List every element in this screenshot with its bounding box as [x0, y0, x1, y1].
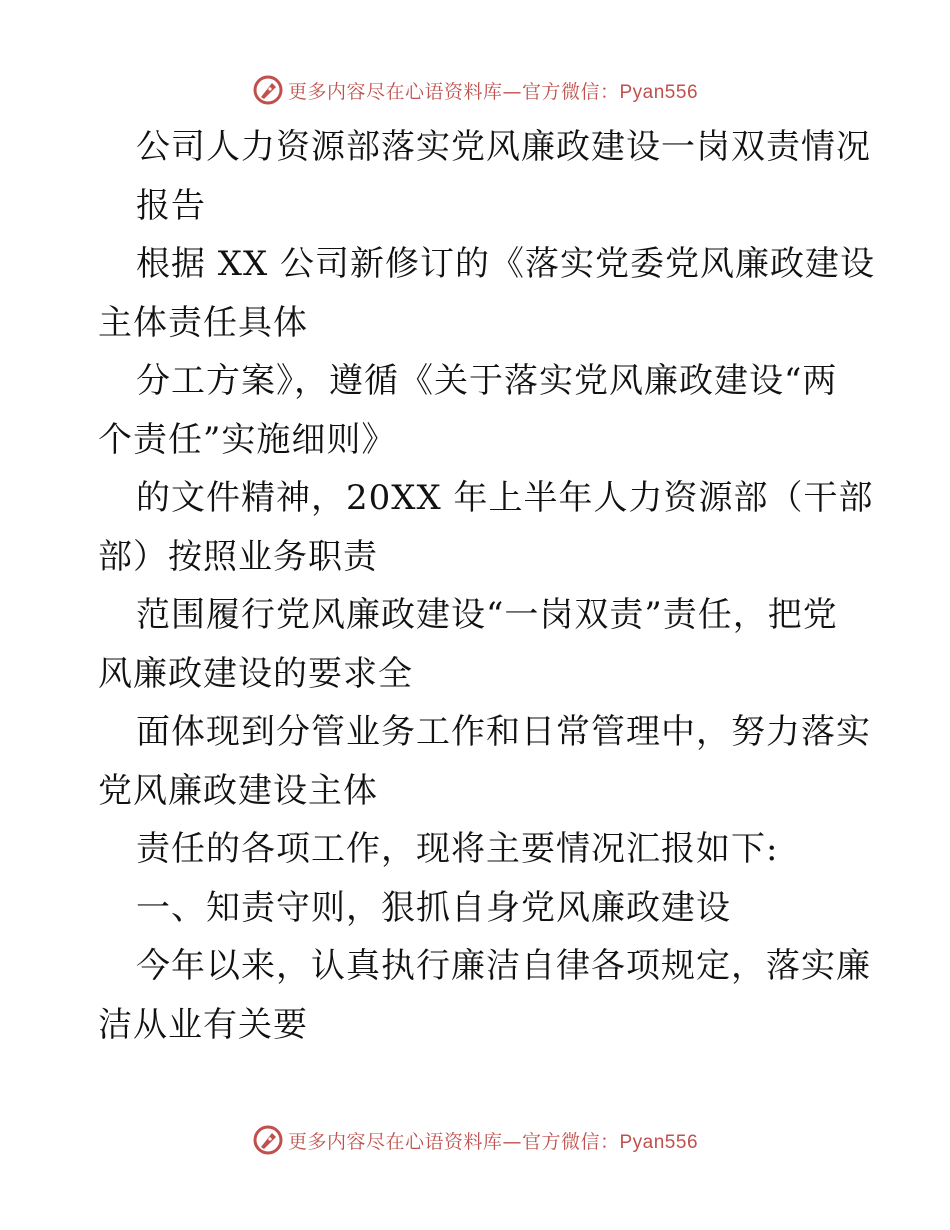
doc-paragraph-line: 根据 XX 公司新修订的《落实党委党风廉政建设: [136, 244, 876, 284]
watermark-text: [288, 1127, 698, 1154]
watermark-banner-bottom: [0, 1120, 950, 1160]
doc-paragraph-line: 分工方案》，遵循《关于落实党风廉政建设“两: [136, 361, 838, 401]
doc-paragraph-line: 的文件精神，20XX 年上半年人力资源部（干部: [136, 478, 874, 518]
watermark-text: [288, 77, 698, 104]
doc-paragraph-line: 风廉政建设的要求全: [98, 653, 413, 694]
doc-paragraph-line: 范围履行党风廉政建设“一岗双责”责任，把党: [136, 595, 838, 635]
watermark-text-cn: 更多内容尽在心语资料库—官方微信：: [287, 80, 620, 103]
watermark-wechat-id: Pyan556: [619, 81, 699, 103]
doc-paragraph-line: 面体现到分管业务工作和日常管理中，努力落实: [136, 712, 871, 752]
doc-title-line-2: 报告: [136, 185, 206, 226]
doc-paragraph-line: 部）按照业务职责: [98, 536, 378, 577]
watermark-wechat-id: Pyan556: [619, 1131, 699, 1153]
doc-paragraph-line: 责任的各项工作，现将主要情况汇报如下:: [136, 829, 779, 869]
doc-paragraph-line: 党风廉政建设主体: [98, 770, 378, 811]
document-body: [98, 118, 876, 1054]
doc-paragraph-line: 个责任”实施细则》: [98, 419, 397, 460]
doc-paragraph-line: 洁从业有关要: [98, 1004, 308, 1045]
watermark-banner-top: [0, 70, 950, 110]
watermark-text-cn: 更多内容尽在心语资料库—官方微信：: [287, 1130, 620, 1153]
doc-paragraph-line: 今年以来，认真执行廉洁自律各项规定，落实廉: [136, 946, 871, 986]
doc-section-heading: 一、知责守则，狠抓自身党风廉政建设: [136, 887, 731, 928]
pen-nib-circle-icon: [252, 1124, 284, 1156]
doc-title-line-1: 公司人力资源部落实党风廉政建设一岗双责情况: [136, 127, 871, 167]
pen-nib-circle-icon: [252, 74, 284, 106]
doc-paragraph-line: 主体责任具体: [98, 302, 308, 343]
